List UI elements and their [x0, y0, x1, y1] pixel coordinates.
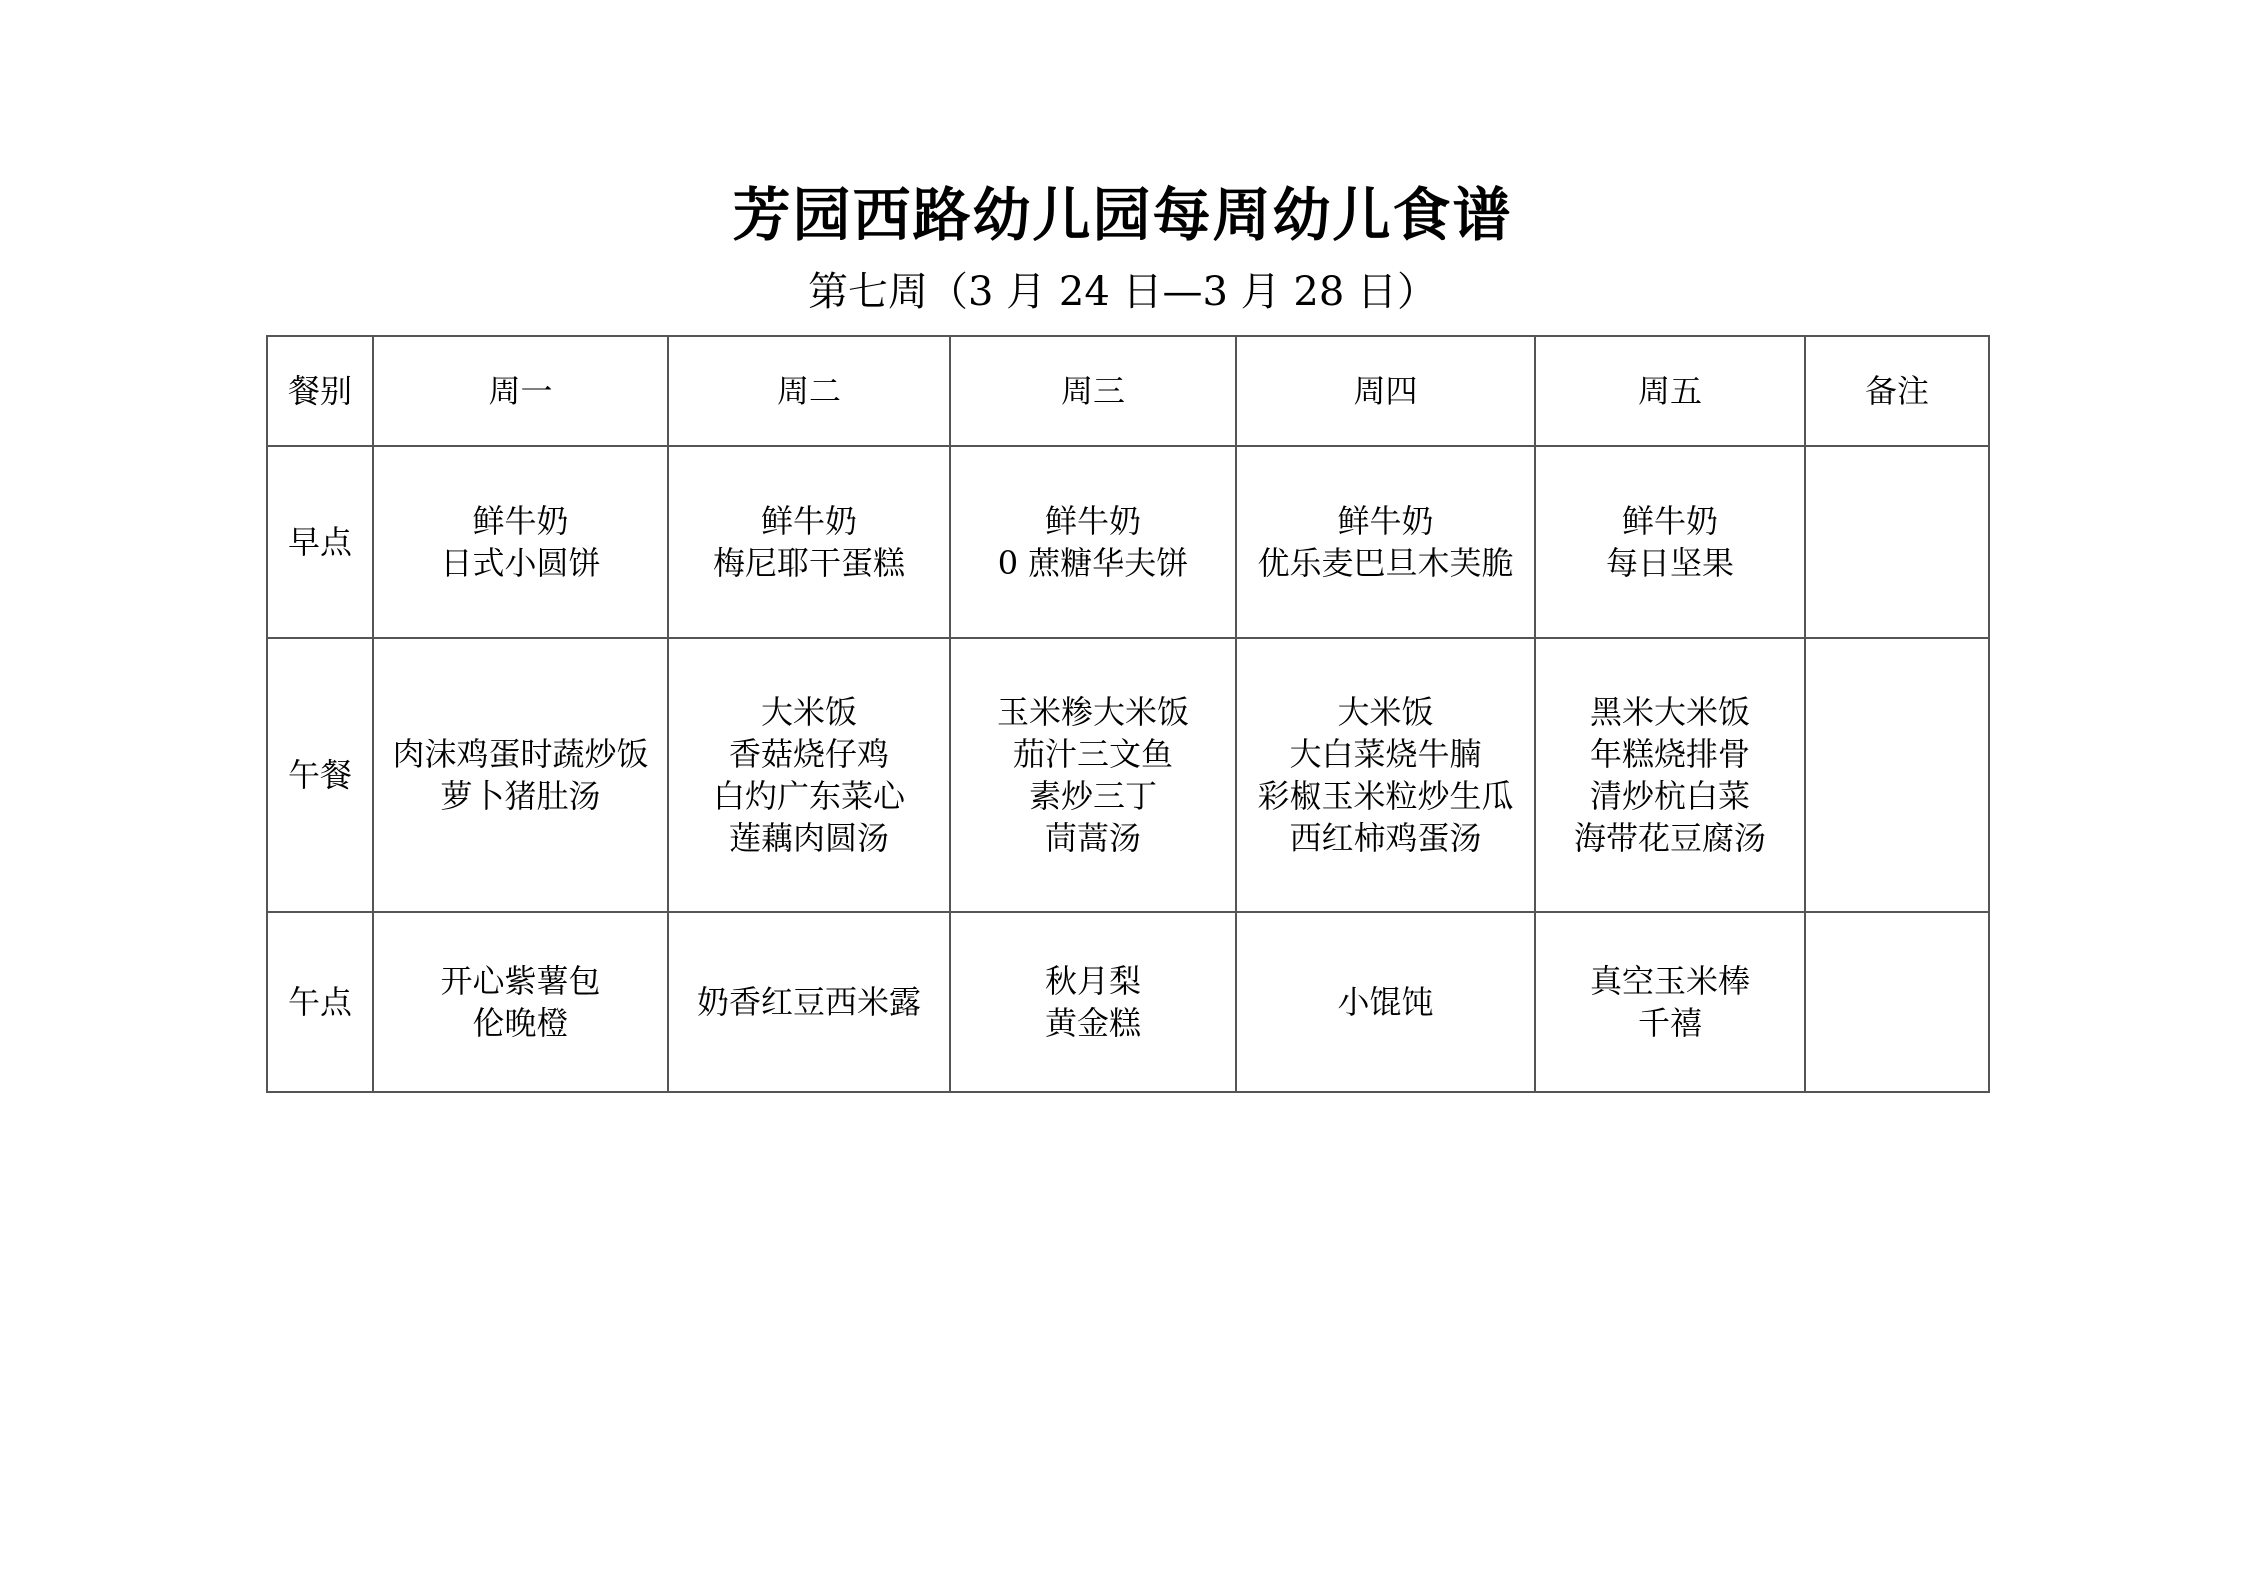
menu-item: 千禧 — [1637, 1004, 1702, 1042]
menu-item: 黑米大米饭 — [1589, 693, 1750, 731]
menu-cell — [668, 912, 950, 1092]
menu-item: 清炒杭白菜 — [1589, 777, 1750, 815]
menu-item: 梅尼耶干蛋糕 — [712, 544, 905, 582]
menu-cell — [950, 446, 1236, 638]
menu-item: 萝卜猪肚汤 — [440, 777, 601, 815]
menu-item: 日式小圆饼 — [440, 544, 601, 582]
menu-cell — [373, 638, 668, 912]
menu-cell — [373, 446, 668, 638]
header-thursday: 周四 — [1236, 336, 1535, 446]
menu-item: 白灼广东菜心 — [712, 777, 905, 815]
menu-item: 彩椒玉米粒炒生瓜 — [1257, 777, 1514, 815]
document-title: 芳园西路幼儿园每周幼儿食谱 — [732, 181, 1513, 249]
menu-cell — [1535, 446, 1805, 638]
header-wednesday: 周三 — [950, 336, 1236, 446]
notes-cell — [1805, 638, 1989, 912]
menu-item: 开心紫薯包 — [440, 962, 601, 1000]
meal-label: 早点 — [267, 446, 373, 638]
menu-cell — [668, 638, 950, 912]
menu-item: 大白菜烧牛腩 — [1289, 735, 1482, 773]
menu-item: 茄汁三文鱼 — [1012, 735, 1173, 773]
menu-cell — [950, 912, 1236, 1092]
menu-item: 秋月梨 — [1044, 962, 1141, 1000]
menu-item: 玉米糁大米饭 — [996, 693, 1189, 731]
menu-cell — [668, 446, 950, 638]
menu-cell — [1236, 912, 1535, 1092]
menu-cell — [1535, 912, 1805, 1092]
menu-item: 肉沫鸡蛋时蔬炒饭 — [392, 735, 649, 773]
menu-item: 大米饭 — [1337, 693, 1434, 731]
menu-item: 鲜牛奶 — [760, 502, 857, 540]
menu-item: 优乐麦巴旦木芙脆 — [1257, 544, 1514, 582]
menu-cell — [1535, 638, 1805, 912]
table-header-row — [267, 336, 1989, 446]
header-friday: 周五 — [1535, 336, 1805, 446]
meal-label: 午点 — [267, 912, 373, 1092]
table-row — [267, 446, 1989, 638]
menu-cell — [950, 638, 1236, 912]
header-tuesday: 周二 — [668, 336, 950, 446]
menu-item: 小馄饨 — [1337, 983, 1434, 1021]
menu-item: 每日坚果 — [1605, 544, 1734, 582]
menu-table — [266, 335, 1990, 1093]
menu-item: 鲜牛奶 — [472, 502, 569, 540]
table-row — [267, 638, 1989, 912]
menu-item: 奶香红豆西米露 — [696, 983, 921, 1021]
menu-item: 素炒三丁 — [1028, 777, 1157, 815]
menu-cell — [1236, 638, 1535, 912]
menu-item: 鲜牛奶 — [1044, 502, 1141, 540]
document-subtitle: 第七周（3 月 24 日—3 月 28 日） — [808, 269, 1437, 315]
menu-item: 0 蔗糖华夫饼 — [997, 544, 1189, 582]
menu-item: 西红柿鸡蛋汤 — [1289, 819, 1482, 857]
table-row — [267, 912, 1989, 1092]
menu-item: 鲜牛奶 — [1337, 502, 1434, 540]
header-monday: 周一 — [373, 336, 668, 446]
menu-item: 黄金糕 — [1044, 1004, 1141, 1042]
menu-item: 大米饭 — [760, 693, 857, 731]
menu-item: 鲜牛奶 — [1621, 502, 1718, 540]
menu-item: 莲藕肉圆汤 — [728, 819, 889, 857]
menu-item: 香菇烧仔鸡 — [728, 735, 889, 773]
notes-cell — [1805, 912, 1989, 1092]
header-meal-type: 餐别 — [267, 336, 373, 446]
menu-item: 伦晚橙 — [472, 1004, 569, 1042]
menu-item: 真空玉米棒 — [1589, 962, 1750, 1000]
notes-cell — [1805, 446, 1989, 638]
menu-item: 茼蒿汤 — [1044, 819, 1141, 857]
header-notes: 备注 — [1805, 336, 1989, 446]
menu-cell — [373, 912, 668, 1092]
meal-label: 午餐 — [267, 638, 373, 912]
menu-item: 海带花豆腐汤 — [1573, 819, 1766, 857]
menu-cell — [1236, 446, 1535, 638]
menu-item: 年糕烧排骨 — [1589, 735, 1750, 773]
